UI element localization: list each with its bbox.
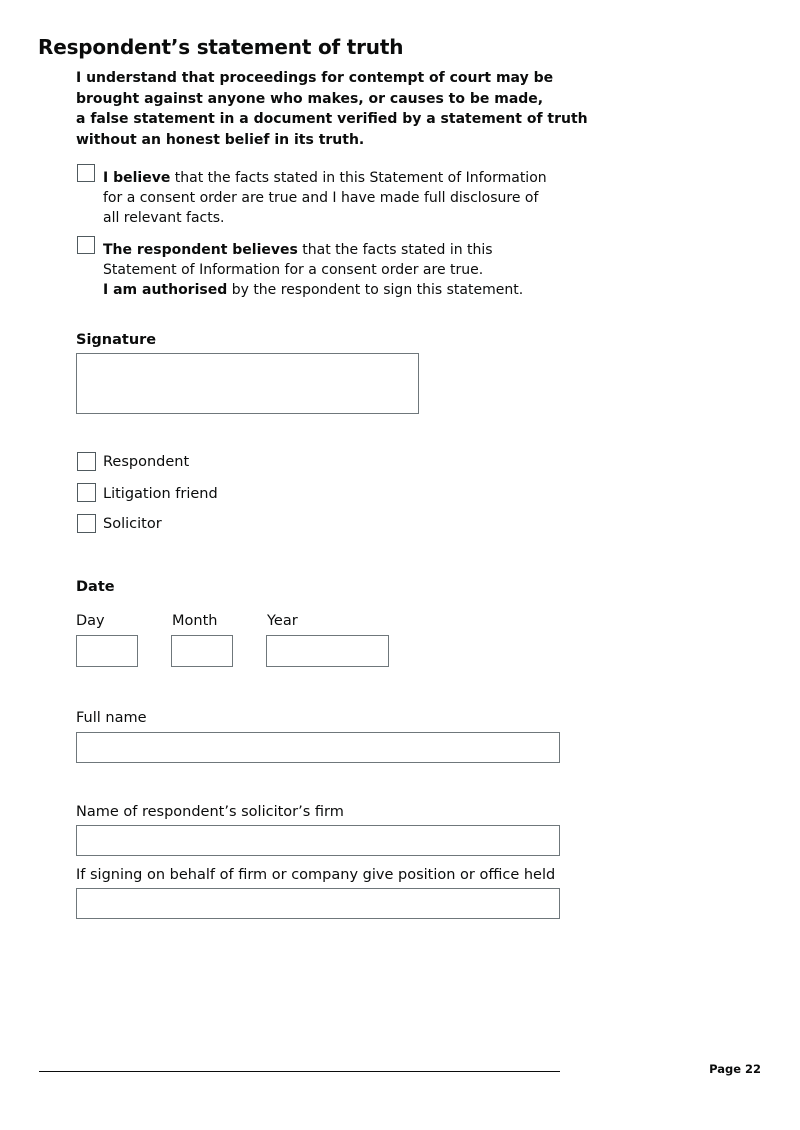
month-label: Month <box>172 613 218 629</box>
position-label: If signing on behalf of firm or company give position or office held <box>76 867 556 883</box>
declaration-text: Statement of Information for a consent order are true. <box>103 262 484 278</box>
contempt-warning <box>76 68 588 150</box>
declaration-text: that the facts stated in this Statement of Information <box>170 170 547 186</box>
day-label: Day <box>76 613 105 629</box>
warning-line: brought against anyone who makes, or causes to be made, <box>76 90 544 107</box>
year-label: Year <box>267 613 298 629</box>
declaration-text: that the facts stated in this <box>297 242 493 258</box>
position-input[interactable] <box>76 888 560 919</box>
litigation-friend-option-label: Litigation friend <box>103 486 218 502</box>
warning-line: without an honest belief in its truth. <box>76 131 365 148</box>
signature-box[interactable] <box>76 353 419 414</box>
declaration-bold: I believe <box>103 170 171 186</box>
solicitor-option-label: Solicitor <box>103 516 162 532</box>
warning-line: I understand that proceedings for contempt of court may be <box>76 70 554 86</box>
page-number: Page 22 <box>709 1062 761 1076</box>
i-believe-checkbox[interactable] <box>77 164 95 182</box>
firm-name-label: Name of respondent’s solicitor’s firm <box>76 804 344 820</box>
declaration-bold: I am authorised <box>103 282 228 298</box>
year-input[interactable] <box>266 635 389 667</box>
section-title: Respondent’s statement of truth <box>38 35 404 59</box>
respondent-checkbox[interactable] <box>77 452 96 471</box>
signature-label: Signature <box>76 332 157 348</box>
warning-line: a false statement in a document verified by a statement of truth <box>76 111 588 127</box>
litigation-friend-checkbox[interactable] <box>77 483 96 502</box>
declaration-text: by the respondent to sign this statement. <box>227 282 524 298</box>
footer-divider <box>39 1071 560 1072</box>
solicitor-checkbox[interactable] <box>77 514 96 533</box>
full-name-label: Full name <box>76 710 147 726</box>
full-name-input[interactable] <box>76 732 560 763</box>
firm-name-input[interactable] <box>76 825 560 856</box>
declaration-bold: The respondent believes <box>103 242 298 258</box>
declaration-text: for a consent order are true and I have made full disclosure of <box>103 190 539 206</box>
day-input[interactable] <box>76 635 138 667</box>
declaration-respondent-believes <box>103 240 573 300</box>
date-label: Date <box>76 579 115 595</box>
declaration-text: all relevant facts. <box>103 210 225 226</box>
declaration-i-believe <box>103 168 573 228</box>
month-input[interactable] <box>171 635 233 667</box>
respondent-option-label: Respondent <box>103 454 190 470</box>
respondent-believes-checkbox[interactable] <box>77 236 95 254</box>
